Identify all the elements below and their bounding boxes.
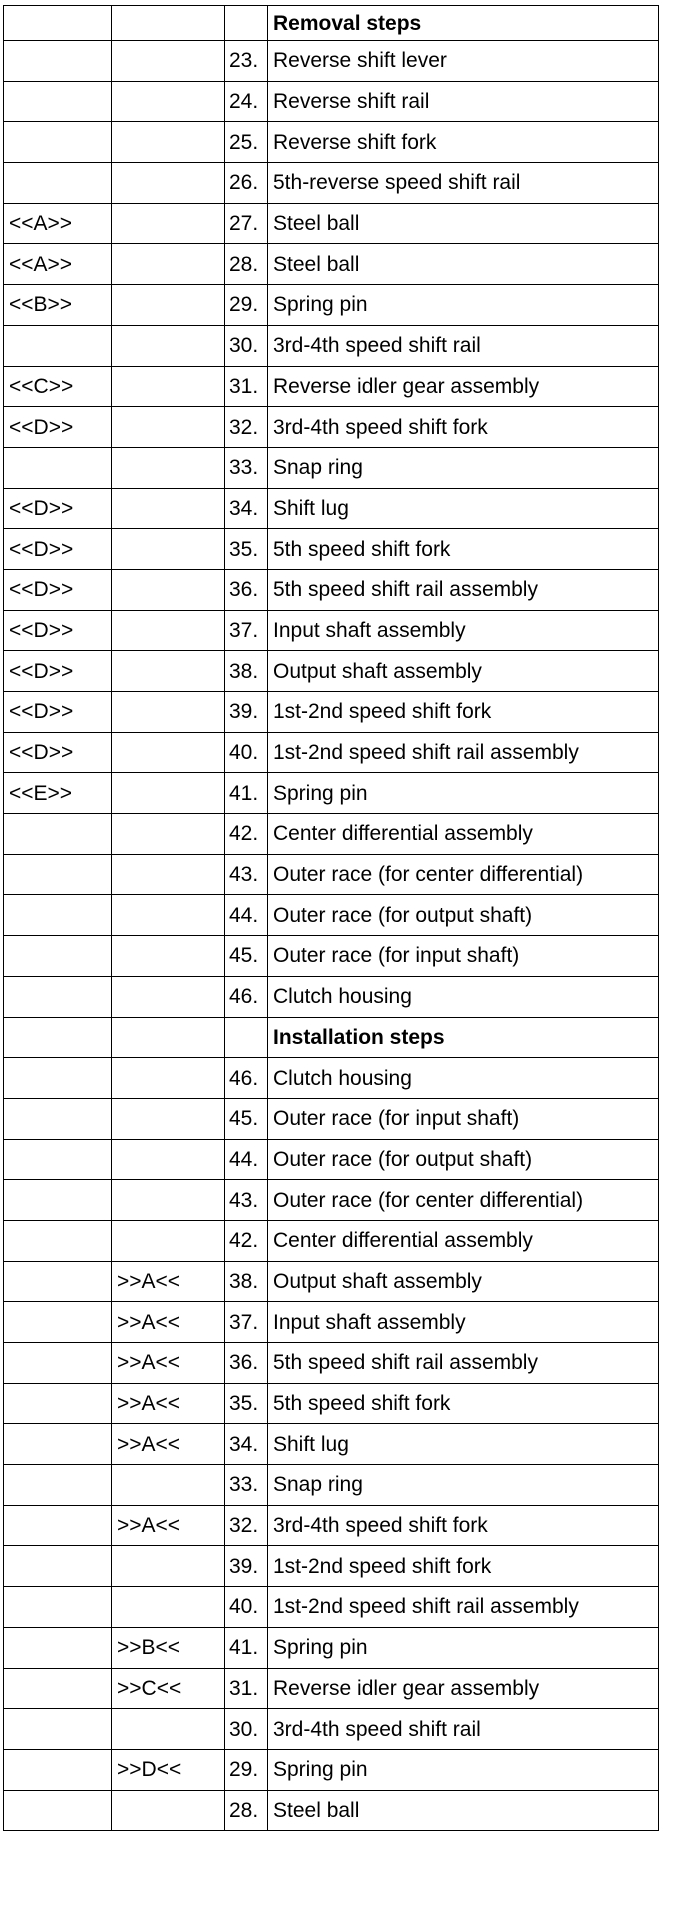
step-row: [4, 244, 659, 285]
step-description: Input shaft assembly: [268, 1302, 659, 1343]
step-description: Outer race (for input shaft): [268, 936, 659, 977]
removal-note: <<A>>: [4, 203, 112, 244]
install-note: >>A<<: [112, 1302, 225, 1343]
step-number: 35.: [225, 529, 268, 570]
step-row: [4, 122, 659, 163]
step-description: 5th-reverse speed shift rail: [268, 163, 659, 204]
install-note: [112, 1139, 225, 1180]
install-note: [112, 41, 225, 82]
step-row: [4, 651, 659, 692]
step-number: 46.: [225, 976, 268, 1017]
removal-note: [4, 1465, 112, 1506]
removal-note: [4, 1749, 112, 1790]
removal-note: <<A>>: [4, 244, 112, 285]
step-row: [4, 895, 659, 936]
step-number: 34.: [225, 1424, 268, 1465]
step-number: 45.: [225, 1098, 268, 1139]
step-row: [4, 366, 659, 407]
step-description: Outer race (for input shaft): [268, 1098, 659, 1139]
step-number: 24.: [225, 81, 268, 122]
removal-note: [4, 1587, 112, 1628]
removal-note: [4, 1546, 112, 1587]
step-row: [4, 81, 659, 122]
removal-note: [4, 325, 112, 366]
step-number: 36.: [225, 1343, 268, 1384]
install-note: [112, 610, 225, 651]
step-row: [4, 1098, 659, 1139]
install-note: [112, 366, 225, 407]
install-note: [112, 854, 225, 895]
install-note: [112, 569, 225, 610]
steps-table-body: [4, 6, 659, 1831]
step-description: Outer race (for output shaft): [268, 1139, 659, 1180]
install-note: [112, 1587, 225, 1628]
step-number: 37.: [225, 610, 268, 651]
removal-note: [4, 1790, 112, 1831]
removal-note: <<D>>: [4, 692, 112, 733]
install-note: >>A<<: [112, 1383, 225, 1424]
install-note: [112, 325, 225, 366]
install-note: [112, 203, 225, 244]
step-row: [4, 814, 659, 855]
step-number: 28.: [225, 244, 268, 285]
step-number: 26.: [225, 163, 268, 204]
install-note: >>B<<: [112, 1627, 225, 1668]
step-number: 27.: [225, 203, 268, 244]
step-row: [4, 1343, 659, 1384]
removal-note: <<C>>: [4, 366, 112, 407]
step-row: [4, 203, 659, 244]
step-row: [4, 569, 659, 610]
step-row: [4, 325, 659, 366]
step-description: 1st-2nd speed shift rail assembly: [268, 1587, 659, 1628]
step-description: 5th speed shift rail assembly: [268, 569, 659, 610]
removal-note: <<B>>: [4, 285, 112, 326]
step-number: 42.: [225, 1220, 268, 1261]
removal-note: <<D>>: [4, 732, 112, 773]
step-description: Output shaft assembly: [268, 651, 659, 692]
removal-note: [4, 1058, 112, 1099]
step-row: [4, 1139, 659, 1180]
removal-note: [4, 1139, 112, 1180]
removal-note: <<D>>: [4, 569, 112, 610]
step-number: 44.: [225, 895, 268, 936]
step-number: 39.: [225, 1546, 268, 1587]
install-note: [112, 529, 225, 570]
install-note: [112, 976, 225, 1017]
step-row: [4, 1383, 659, 1424]
step-description: Reverse shift lever: [268, 41, 659, 82]
removal-note: [4, 854, 112, 895]
step-number: 40.: [225, 1587, 268, 1628]
step-description: Output shaft assembly: [268, 1261, 659, 1302]
section-heading: Installation steps: [268, 1017, 659, 1058]
step-number: 45.: [225, 936, 268, 977]
step-description: 1st-2nd speed shift rail assembly: [268, 732, 659, 773]
step-row: [4, 488, 659, 529]
removal-note: <<D>>: [4, 488, 112, 529]
section-num-cell: [225, 6, 268, 41]
step-row: [4, 1180, 659, 1221]
step-number: 33.: [225, 1465, 268, 1506]
step-description: Spring pin: [268, 285, 659, 326]
removal-note: [4, 1424, 112, 1465]
step-number: 31.: [225, 366, 268, 407]
step-number: 42.: [225, 814, 268, 855]
step-description: Shift lug: [268, 488, 659, 529]
step-description: Reverse shift fork: [268, 122, 659, 163]
step-description: Shift lug: [268, 1424, 659, 1465]
step-description: 5th speed shift fork: [268, 1383, 659, 1424]
install-note: >>A<<: [112, 1505, 225, 1546]
step-number: 30.: [225, 1709, 268, 1750]
removal-note: [4, 81, 112, 122]
install-note: [112, 773, 225, 814]
step-row: [4, 854, 659, 895]
step-row: [4, 976, 659, 1017]
step-description: Outer race (for center differential): [268, 854, 659, 895]
removal-note: [4, 41, 112, 82]
steps-table: [3, 5, 659, 1831]
step-description: 5th speed shift fork: [268, 529, 659, 570]
removal-note: [4, 1302, 112, 1343]
install-note: [112, 407, 225, 448]
step-row: [4, 1587, 659, 1628]
removal-note: [4, 1505, 112, 1546]
step-row: [4, 1261, 659, 1302]
step-description: Steel ball: [268, 203, 659, 244]
install-note: [112, 163, 225, 204]
step-description: Input shaft assembly: [268, 610, 659, 651]
removal-note: <<D>>: [4, 407, 112, 448]
step-row: [4, 1668, 659, 1709]
step-number: 29.: [225, 285, 268, 326]
install-note: [112, 1709, 225, 1750]
step-number: 38.: [225, 651, 268, 692]
step-number: 41.: [225, 773, 268, 814]
step-description: 3rd-4th speed shift rail: [268, 1709, 659, 1750]
install-note: [112, 732, 225, 773]
step-row: [4, 773, 659, 814]
step-description: Clutch housing: [268, 976, 659, 1017]
step-description: Snap ring: [268, 1465, 659, 1506]
step-description: Clutch housing: [268, 1058, 659, 1099]
removal-note: [4, 1383, 112, 1424]
step-number: 40.: [225, 732, 268, 773]
install-note: [112, 1790, 225, 1831]
install-note: >>A<<: [112, 1343, 225, 1384]
removal-note: [4, 447, 112, 488]
install-note: >>A<<: [112, 1261, 225, 1302]
section-heading-row: [4, 1017, 659, 1058]
step-description: Spring pin: [268, 773, 659, 814]
install-note: [112, 244, 225, 285]
section-heading-row: [4, 6, 659, 41]
removal-note: [4, 1709, 112, 1750]
step-row: [4, 936, 659, 977]
step-number: 32.: [225, 1505, 268, 1546]
step-number: 43.: [225, 854, 268, 895]
step-number: 34.: [225, 488, 268, 529]
removal-note: [4, 976, 112, 1017]
step-number: 44.: [225, 1139, 268, 1180]
step-number: 38.: [225, 1261, 268, 1302]
step-number: 25.: [225, 122, 268, 163]
removal-note: [4, 1261, 112, 1302]
removal-note: <<D>>: [4, 651, 112, 692]
removal-note: [4, 814, 112, 855]
section-removal-cell: [4, 6, 112, 41]
step-number: 37.: [225, 1302, 268, 1343]
removal-note: <<D>>: [4, 610, 112, 651]
install-note: >>C<<: [112, 1668, 225, 1709]
step-description: 1st-2nd speed shift fork: [268, 1546, 659, 1587]
step-number: 30.: [225, 325, 268, 366]
install-note: [112, 1098, 225, 1139]
install-note: [112, 122, 225, 163]
step-number: 29.: [225, 1749, 268, 1790]
step-number: 36.: [225, 569, 268, 610]
removal-note: [4, 1180, 112, 1221]
removal-note: [4, 1668, 112, 1709]
step-row: [4, 1546, 659, 1587]
removal-note: <<D>>: [4, 529, 112, 570]
install-note: [112, 936, 225, 977]
step-number: 43.: [225, 1180, 268, 1221]
step-description: Outer race (for center differential): [268, 1180, 659, 1221]
step-description: Spring pin: [268, 1627, 659, 1668]
step-row: [4, 732, 659, 773]
install-note: [112, 1546, 225, 1587]
section-install-cell: [112, 6, 225, 41]
install-note: [112, 285, 225, 326]
step-row: [4, 1505, 659, 1546]
install-note: [112, 651, 225, 692]
step-description: Center differential assembly: [268, 814, 659, 855]
install-note: [112, 1058, 225, 1099]
step-row: [4, 1058, 659, 1099]
step-row: [4, 1749, 659, 1790]
removal-note: [4, 163, 112, 204]
step-number: 28.: [225, 1790, 268, 1831]
step-description: Spring pin: [268, 1749, 659, 1790]
step-description: Reverse idler gear assembly: [268, 366, 659, 407]
step-number: 33.: [225, 447, 268, 488]
step-number: 41.: [225, 1627, 268, 1668]
install-note: [112, 1465, 225, 1506]
step-row: [4, 1424, 659, 1465]
step-description: 3rd-4th speed shift rail: [268, 325, 659, 366]
step-description: 5th speed shift rail assembly: [268, 1343, 659, 1384]
install-note: [112, 1180, 225, 1221]
step-row: [4, 41, 659, 82]
removal-note: [4, 1343, 112, 1384]
step-description: Steel ball: [268, 1790, 659, 1831]
step-description: 3rd-4th speed shift fork: [268, 407, 659, 448]
step-row: [4, 610, 659, 651]
step-description: 3rd-4th speed shift fork: [268, 1505, 659, 1546]
removal-note: [4, 1220, 112, 1261]
removal-note: [4, 122, 112, 163]
install-note: [112, 1220, 225, 1261]
install-note: >>D<<: [112, 1749, 225, 1790]
step-description: Steel ball: [268, 244, 659, 285]
step-description: 1st-2nd speed shift fork: [268, 692, 659, 733]
step-row: [4, 1302, 659, 1343]
step-row: [4, 1790, 659, 1831]
removal-note: [4, 1627, 112, 1668]
step-row: [4, 285, 659, 326]
step-number: 32.: [225, 407, 268, 448]
step-row: [4, 1220, 659, 1261]
removal-note: [4, 895, 112, 936]
section-removal-cell: [4, 1017, 112, 1058]
step-number: 39.: [225, 692, 268, 733]
removal-note: <<E>>: [4, 773, 112, 814]
install-note: [112, 692, 225, 733]
step-row: [4, 692, 659, 733]
install-note: >>A<<: [112, 1424, 225, 1465]
install-note: [112, 81, 225, 122]
step-row: [4, 407, 659, 448]
step-description: Outer race (for output shaft): [268, 895, 659, 936]
step-row: [4, 163, 659, 204]
step-row: [4, 1709, 659, 1750]
section-install-cell: [112, 1017, 225, 1058]
step-number: 46.: [225, 1058, 268, 1099]
step-row: [4, 1465, 659, 1506]
section-num-cell: [225, 1017, 268, 1058]
install-note: [112, 814, 225, 855]
step-number: 35.: [225, 1383, 268, 1424]
step-row: [4, 529, 659, 570]
step-row: [4, 447, 659, 488]
removal-note: [4, 1098, 112, 1139]
step-description: Reverse shift rail: [268, 81, 659, 122]
step-description: Reverse idler gear assembly: [268, 1668, 659, 1709]
step-row: [4, 1627, 659, 1668]
removal-note: [4, 936, 112, 977]
install-note: [112, 488, 225, 529]
install-note: [112, 895, 225, 936]
section-heading: Removal steps: [268, 6, 659, 41]
step-number: 23.: [225, 41, 268, 82]
step-number: 31.: [225, 1668, 268, 1709]
install-note: [112, 447, 225, 488]
step-description: Center differential assembly: [268, 1220, 659, 1261]
step-description: Snap ring: [268, 447, 659, 488]
